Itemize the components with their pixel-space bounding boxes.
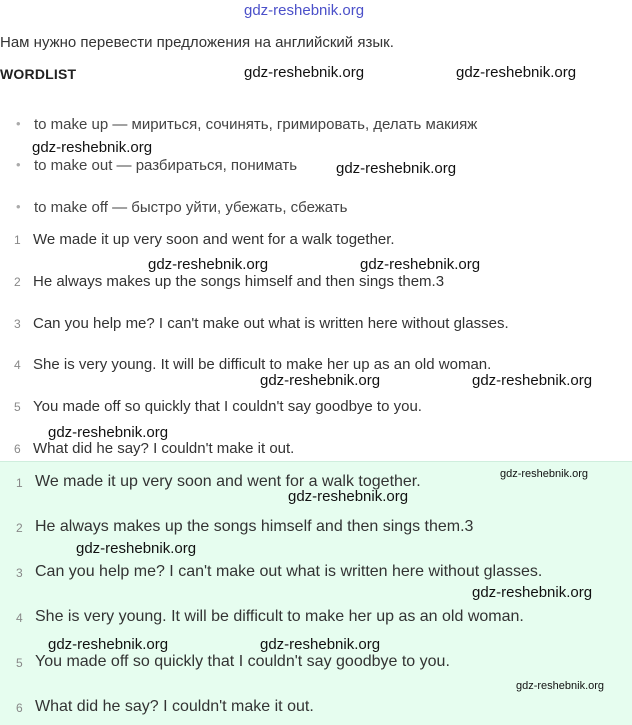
- watermark: gdz-reshebnik.org: [148, 256, 269, 273]
- wordlist-item-text: to make up — мириться, сочинять, гримировать, делать макияж: [34, 116, 478, 133]
- item-number: 5: [16, 656, 23, 670]
- item-number: 3: [16, 566, 23, 580]
- bullet-icon: •: [16, 157, 21, 172]
- site-title[interactable]: gdz-reshebnik.org: [244, 2, 365, 19]
- watermark: gdz-reshebnik.org: [500, 468, 589, 480]
- watermark: gdz-reshebnik.org: [260, 636, 381, 653]
- item-number: 2: [16, 521, 23, 535]
- item-number: 5: [14, 400, 21, 414]
- watermark: gdz-reshebnik.org: [456, 64, 577, 81]
- sentence-text: He always makes up the songs himself and then sings them.3: [33, 273, 445, 290]
- sentence-text: He always makes up the songs himself and then sings them.3: [35, 518, 474, 535]
- sentence-text: Can you help me? I can't make out what is written here without glasses.: [35, 563, 543, 580]
- watermark: gdz-reshebnik.org: [48, 424, 169, 441]
- watermark: gdz-reshebnik.org: [472, 584, 593, 601]
- watermark: gdz-reshebnik.org: [48, 636, 169, 653]
- sentence-text: We made it up very soon and went for a walk together.: [33, 231, 395, 248]
- item-number: 1: [14, 233, 21, 247]
- bullet-icon: •: [16, 199, 21, 214]
- wordlist-item: [16, 116, 478, 133]
- sentence-text: You made off so quickly that I couldn't say goodbye to you.: [35, 653, 450, 670]
- sentence-text: She is very young. It will be difficult to make her up as an old woman.: [35, 608, 524, 625]
- wordlist-item-text: to make off — быстро уйти, убежать, сбежать: [34, 199, 348, 216]
- item-number: 4: [16, 611, 23, 625]
- watermark: gdz-reshebnik.org: [288, 488, 409, 505]
- sentence-text: What did he say? I couldn't make it out.: [35, 698, 314, 715]
- wordlist-heading: WORDLIST: [0, 66, 77, 82]
- item-number: 6: [14, 442, 21, 456]
- sentence-text: Can you help me? I can't make out what is written here without glasses.: [33, 315, 509, 332]
- watermark: gdz-reshebnik.org: [244, 64, 365, 81]
- sentence-text: We made it up very soon and went for a walk together.: [35, 473, 421, 490]
- item-number: 2: [14, 275, 21, 289]
- sentence-text: What did he say? I couldn't make it out.: [33, 440, 295, 457]
- bullet-icon: •: [16, 116, 21, 131]
- watermark: gdz-reshebnik.org: [516, 680, 605, 692]
- wordlist-item-text: to make out — разбираться, понимать: [34, 157, 298, 174]
- sentence-text: You made off so quickly that I couldn't say goodbye to you.: [33, 398, 422, 415]
- watermark: gdz-reshebnik.org: [336, 160, 457, 177]
- wordlist-item: [16, 199, 348, 216]
- item-number: 3: [14, 317, 21, 331]
- watermark: gdz-reshebnik.org: [76, 540, 197, 557]
- watermark: gdz-reshebnik.org: [32, 139, 153, 156]
- watermark: gdz-reshebnik.org: [360, 256, 481, 273]
- watermark: gdz-reshebnik.org: [260, 372, 381, 389]
- wordlist-item: [16, 157, 298, 174]
- task-intro: Нам нужно перевести предложения на английский язык.: [0, 34, 394, 51]
- item-number: 1: [16, 476, 23, 490]
- sentence-text: She is very young. It will be difficult to make her up as an old woman.: [33, 356, 492, 373]
- item-number: 6: [16, 701, 23, 715]
- item-number: 4: [14, 358, 21, 372]
- watermark: gdz-reshebnik.org: [472, 372, 593, 389]
